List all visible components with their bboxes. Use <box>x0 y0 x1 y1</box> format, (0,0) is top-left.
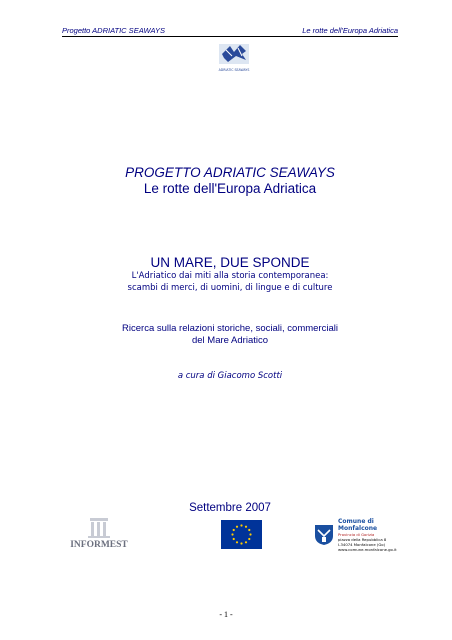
project-title: PROGETTO ADRIATIC SEAWAYS <box>125 165 335 180</box>
work-title: UN MARE, DUE SPONDE <box>150 255 310 270</box>
work-subtitle-line2: scambi di merci, di uomini, di lingue e di culture <box>127 283 333 293</box>
eu-star-icon <box>236 526 238 528</box>
eu-star-icon <box>248 529 250 531</box>
header-right: Le rotte dell'Europa Adriatica <box>302 26 398 35</box>
eu-star-icon <box>245 541 247 543</box>
comune-name: Comune di Monfalcone <box>338 518 378 532</box>
header-left: Progetto ADRIATIC SEAWAYS <box>62 26 165 35</box>
author-credit: a cura di Giacomo Scotti <box>177 371 283 381</box>
publication-date: Settembre 2007 <box>189 502 271 514</box>
top-logo-caption: ADRIATIC SEAWAYS <box>218 68 250 72</box>
research-description-line1: Ricerca sulla relazioni storiche, sociali, commerciali <box>122 323 338 334</box>
comune-address-1: piazza della Repubblica 8 <box>338 537 387 542</box>
project-subtitle: Le rotte dell'Europa Adriatica <box>143 181 317 196</box>
work-subtitle-line1: L'Adriatico dai miti alla storia contemporanea: <box>131 271 329 281</box>
adriatic-seaways-logo <box>216 42 252 76</box>
eu-star-icon <box>240 542 242 544</box>
comune-shield-icon <box>314 524 334 546</box>
comune-province: Provincia di Gorizia <box>338 532 375 537</box>
eu-star-icon <box>245 526 247 528</box>
running-header <box>62 24 398 37</box>
comune-details <box>338 518 404 552</box>
eu-star-icon <box>249 533 251 535</box>
informest-logo <box>66 516 132 550</box>
comune-website: www.comune.monfalcone.go.it <box>338 547 397 552</box>
eu-flag-logo <box>221 520 262 549</box>
eu-star-icon <box>231 533 233 535</box>
comune-logo <box>314 518 404 558</box>
research-description-line2: del Mare Adriatico <box>191 335 269 346</box>
eu-star-icon <box>248 538 250 540</box>
eu-star-icon <box>240 524 242 526</box>
eu-star-icon <box>236 541 238 543</box>
eu-star-icon <box>233 538 235 540</box>
page-number: - 1 - <box>219 610 233 619</box>
eu-star-icon <box>233 529 235 531</box>
informest-wordmark: INFORMEST <box>70 540 128 550</box>
comune-address-2: I-34074 Monfalcone (Go) <box>338 542 386 547</box>
